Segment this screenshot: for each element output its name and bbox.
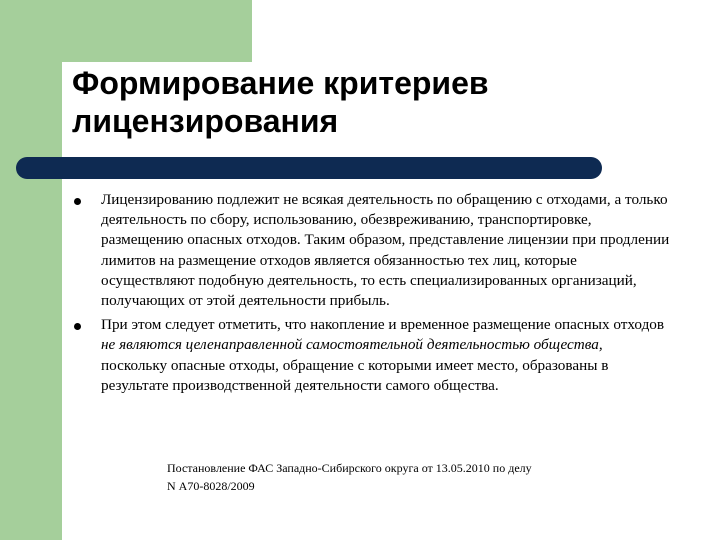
bullet-item-1 [72, 190, 672, 311]
source-citation [167, 459, 637, 495]
bullet-text-2-end: поскольку опасные отходы, обращение с которыми имеет место, образованы в результате производственной деятельности самого общества. [101, 356, 609, 394]
source-line-1: Постановление ФАС Западно-Сибирского округа от 13.05.2010 по делу [167, 461, 532, 475]
bullet-dot-icon [74, 323, 81, 330]
bullet-item-2 [72, 315, 672, 396]
bullet-text-2-start: При этом следует отметить, что накопление и временное размещение опасных отходов [101, 316, 665, 334]
bullet-text-2-italic: не являются целенаправленной самостоятельной деятельностью общества, [101, 336, 603, 354]
slide-title [72, 64, 672, 140]
bullet-text-2 [101, 315, 672, 396]
bullet-text-1: Лицензированию подлежит не всякая деятельность по обращению с отходами, а только деятельность по сбору, использованию, обезвреживанию, транспортировке, размещению опасных отходов. Таким образом, представление лицензии при продлении лимитов на размещение отходов является обязанностью тех лиц, которые осуществляют подобную деятельность, то есть специализированных организаций, получающих от этой деятельности прибыль. [101, 191, 670, 310]
green-accent-left [0, 62, 62, 540]
bullet-list [72, 190, 672, 400]
title-divider-bar [16, 157, 602, 179]
title-line-1: Формирование критериев [72, 65, 489, 101]
title-line-2: лицензирования [72, 103, 339, 139]
green-accent-top [0, 0, 252, 62]
source-line-2: N А70-8028/2009 [167, 479, 255, 493]
bullet-dot-icon [74, 198, 81, 205]
